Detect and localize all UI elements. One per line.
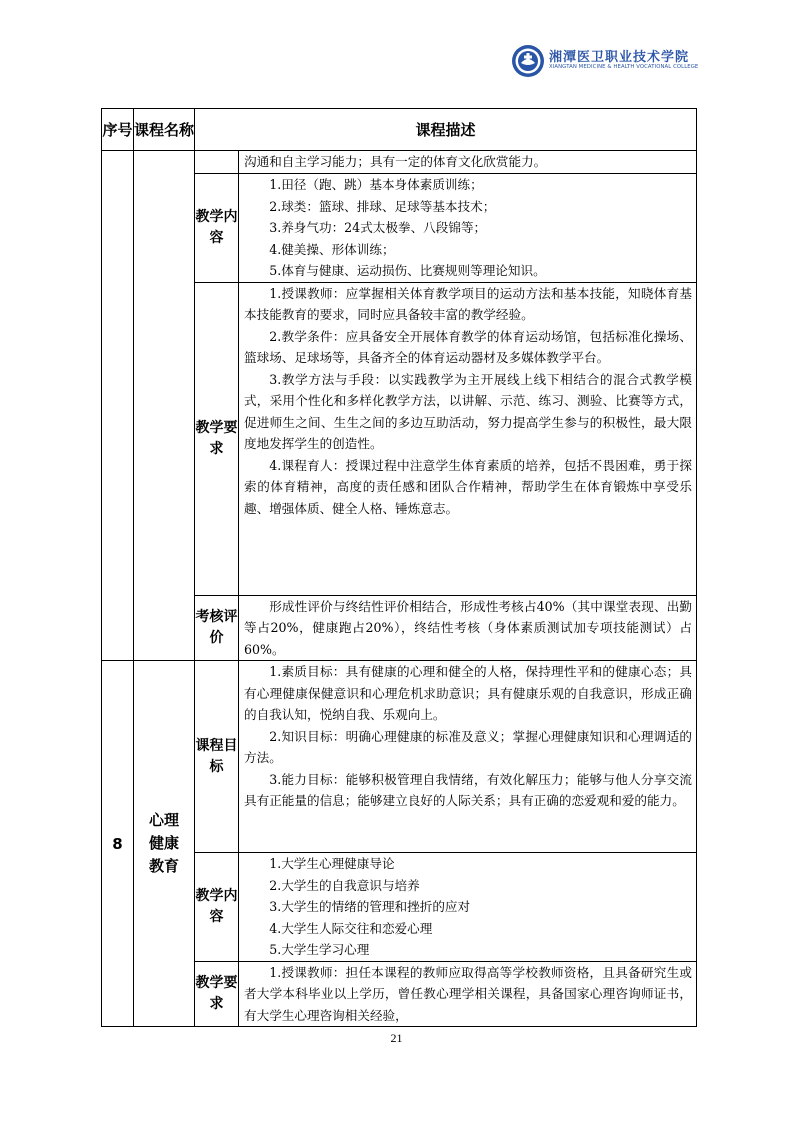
page-number: 21 [390, 1031, 403, 1045]
list-item: 1.大学生心理健康导论 [269, 856, 395, 871]
course7-number-cell [102, 151, 134, 661]
course7-goal-tail-text: 沟通和自主学习能力；具有一定的体育文化欣赏能力。 [244, 154, 547, 169]
list-item: 3.养身气功：24式太极拳、八段锦等； [269, 220, 487, 235]
course7-evaluation-label: 考核评价 [195, 595, 239, 661]
course7-goal-label-cell [195, 151, 239, 174]
college-name-en: XIANGTAN MEDICINE & HEALTH VOCATIONAL COLLEGE [549, 64, 699, 70]
paragraph: 4.课程育人：授课过程中注意学生体育素质的培养，包括不畏困难，勇于探索的体育精神，高度的责任感和团队合作精神，帮助学生在体育锻炼中享受乐趣、增强体质、健全人格、锤炼意志。 [244, 457, 693, 516]
table-header-row [102, 109, 697, 151]
course8-goal-label: 课程目标 [195, 661, 239, 853]
course7-evaluation-cell [239, 595, 697, 661]
course-table [101, 108, 697, 1027]
list-item: 2.球类：篮球、排球、足球等基本技术； [269, 198, 496, 214]
list-item: 1.田径（跑、跳）基本身体素质训练； [269, 177, 483, 192]
course8-requirements-cell [239, 961, 697, 1027]
header-course-description: 课程描述 [195, 109, 697, 151]
course7-requirements-cell [239, 282, 697, 595]
college-name-cn: 湘潭医卫职业技术学院 [549, 50, 690, 65]
course7-name-cell [134, 151, 195, 661]
list-item: 5.体育与健康、运动损伤、比赛规则等理论知识。 [269, 263, 546, 278]
paragraph: 3.能力目标：能够积极管理自我情绪，有效化解压力；能够与他人分享交流具有正能量的信息；能够建立良好的人际关系；具有正确的恋爱观和爱的能力。 [244, 771, 693, 808]
paragraph: 2.知识目标：明确心理健康的标准及意义；掌握心理健康知识和心理调适的方法。 [244, 728, 693, 765]
course8-requirements-label: 教学要求 [195, 961, 239, 1027]
paragraph: 1.授课教师：担任本课程的教师应取得高等学校教师资格，且具备研究生或者大学本科毕业以上学历，曾任教心理学相关课程，具备国家心理咨询师证书，有大学生心理咨询相关经验， [244, 964, 693, 1023]
course8-name: 心理健康教育 [148, 811, 179, 875]
course7-goal-tail-cell [239, 151, 697, 174]
list-item: 5.大学生学习心理 [269, 942, 370, 957]
course8-goal-row [102, 661, 697, 853]
header-course-name: 课程名称 [134, 109, 195, 151]
paragraph: 形成性评价与终结性评价相结合，形成性考核占40%（其中课堂表现、出勤等占20%，健康跑占20%），终结性考核（身体素质测试加专项技能测试）占60%。 [244, 598, 693, 657]
paragraph: 1.素质目标：具有健康的心理和健全的人格，保持理性平和的健康心态；具有心理健康保健意识和心理危机求助意识；具有健康乐观的自我意识，形成正确的自我认知，悦纳自我、乐观向上。 [244, 664, 693, 722]
course8-content-label: 教学内容 [195, 853, 239, 962]
list-item: 2.大学生的自我意识与培养 [269, 877, 420, 893]
college-emblem-icon [511, 44, 545, 78]
paragraph: 3.教学方法与手段：以实践教学为主开展线上线下相结合的混合式教学模式，采用个性化和多样化教学方法，以讲解、示范、练习、测验、比赛等方式，促进师生之间、生生之间的多边互助活动，努力提高学生参与的积极性，最大限度地发挥学生的创造性。 [244, 371, 693, 451]
course7-requirements-label: 教学要求 [195, 282, 239, 595]
list-item: 4.大学生人际交往和恋爱心理 [269, 920, 433, 936]
course8-goal-cell [239, 661, 697, 853]
paragraph: 2.教学条件：应具备安全开展体育教学的体育运动场馆，包括标准化操场、篮球场、足球场等，具备齐全的体育运动器材及多媒体教学平台。 [244, 328, 693, 365]
course8-number: 8 [102, 661, 134, 1027]
course7-goal-tail-row [102, 151, 697, 174]
course8-content-cell [239, 853, 697, 962]
list-item: 3.大学生的情绪的管理和挫折的应对 [269, 899, 471, 914]
course7-content-label: 教学内容 [195, 174, 239, 283]
paragraph: 1.授课教师：应掌握相关体育教学项目的运动方法和基本技能，知晓体育基本技能教育的要求，同时应具备较丰富的教学经验。 [244, 285, 693, 322]
course7-content-cell [239, 174, 697, 283]
header-number: 序号 [102, 109, 134, 151]
course8-name-cell [134, 661, 195, 1027]
list-item: 4.健美操、形体训练； [269, 241, 395, 257]
college-logo [511, 44, 699, 78]
